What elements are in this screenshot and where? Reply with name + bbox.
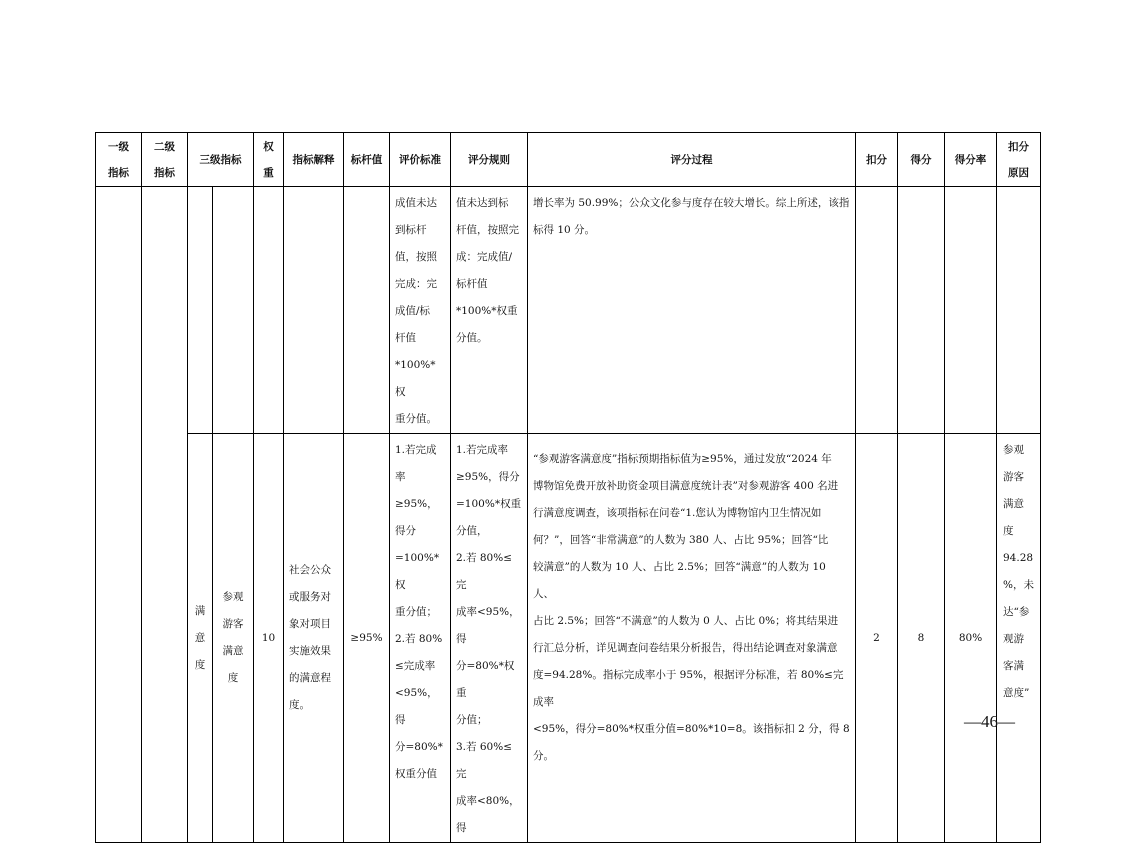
header-level1: 一级 指标 — [96, 133, 142, 187]
table-row — [96, 434, 1041, 843]
process-cell: 增长率为 50.99%；公众文化参与度存在较大增长。综上所述，该指 标得 10 分。 — [528, 187, 856, 434]
score-cell — [898, 187, 945, 434]
level1-cell — [96, 187, 142, 843]
rate-cell: 80% — [945, 434, 997, 843]
header-weight: 权 重 — [254, 133, 284, 187]
header-level3: 三级指标 — [188, 133, 254, 187]
header-level2: 二级 指标 — [142, 133, 188, 187]
reason-cell: 参观 游客 满意 度 94.28 %，未 达“参 观游 客满 意度” — [997, 434, 1041, 843]
header-reason: 扣分 原因 — [997, 133, 1041, 187]
weight-cell: 10 — [254, 434, 284, 843]
header-process: 评分过程 — [528, 133, 856, 187]
page-number: —46— — [964, 712, 1015, 731]
header-benchmark: 标杆值 — [344, 133, 390, 187]
level3b-cell: 参观 游客 满意 度 — [213, 434, 254, 843]
deduct-cell: 2 — [856, 434, 898, 843]
reason-cell — [997, 187, 1041, 434]
table-row — [96, 187, 1041, 434]
benchmark-cell — [344, 187, 390, 434]
level3a-cell — [188, 187, 213, 434]
explain-cell — [284, 187, 344, 434]
header-rules: 评分规则 — [451, 133, 528, 187]
header-rate: 得分率 — [945, 133, 997, 187]
weight-cell — [254, 187, 284, 434]
deduct-cell — [856, 187, 898, 434]
header-deduct: 扣分 — [856, 133, 898, 187]
level3a-cell: 满 意 度 — [188, 434, 213, 843]
criteria-cell: 成值未达 到标杆 值，按照 完成：完 成值/标 杆值 *100%*权 重分值。 — [390, 187, 451, 434]
level3b-cell — [213, 187, 254, 434]
rules-cell: 值未达到标 杆值，按照完 成：完成值/ 标杆值 *100%*权重 分值。 — [451, 187, 528, 434]
header-row — [96, 133, 1041, 187]
rate-cell — [945, 187, 997, 434]
rules-cell: 1.若完成率 ≥95%，得分 =100%*权重 分值， 2.若 80%≤完 成率<95%，得 分=80%*权重 分值； 3.若 60%≤完 成率<80%，得 — [451, 434, 528, 843]
criteria-cell: 1.若完成 率≥95%， 得分 =100%*权 重分值； 2.若 80% ≤完成率 <95%，得 分=80%* 权重分值 — [390, 434, 451, 843]
header-score: 得分 — [898, 133, 945, 187]
evaluation-table — [95, 132, 1041, 843]
process-cell: “参观游客满意度”指标预期指标值为≥95%，通过发放“2024 年 博物馆免费开放补助资金项目满意度统计表”对参观游客 400 名进 行满意度调查，该项指标在问卷“1.您认为博物馆内卫生情况如 何？”，回答“非常满意”的人数为 380 人、占比 95%；回答“比 较满意”的人数为 10 人、占比 2.5%；回答“满意”的人数为 10 人、 占比 2.5%；回答“不满意”的人数为 0 人、占比 0%；将其结果进 行汇总分析，详见调查问卷结果分析报告，得出结论调查对象满意 度=94.28%。指标完成率小于 95%，根据评分标准，若 80%≤完成率 <95%，得分=80%*权重分值=80%*10=8。该指标扣 2 分，得 8 分。 — [528, 434, 856, 843]
explain-cell: 社会公众 或服务对 象对项目 实施效果 的满意程 度。 — [284, 434, 344, 843]
benchmark-cell: ≥95% — [344, 434, 390, 843]
header-explain: 指标解释 — [284, 133, 344, 187]
score-cell: 8 — [898, 434, 945, 843]
level2-cell — [142, 187, 188, 843]
header-criteria: 评价标准 — [390, 133, 451, 187]
